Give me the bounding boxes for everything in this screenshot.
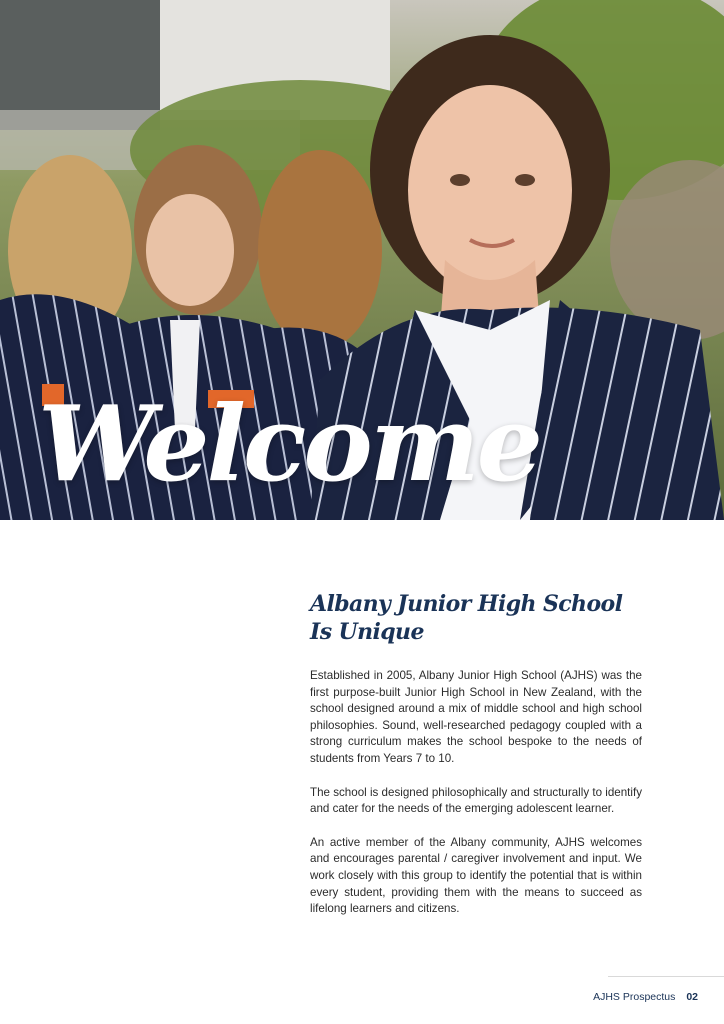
footer-label: AJHS Prospectus xyxy=(593,991,676,1003)
footer-divider xyxy=(608,976,724,977)
paragraph-2: The school is designed philosophically and structurally to identify and cater for the needs of the emerging adolescent learner. xyxy=(310,785,642,816)
article-heading xyxy=(310,590,642,646)
paragraph-1: Established in 2005, Albany Junior High School (AJHS) was the first purpose-built Junior High School in New Zealand, with the school designed around a mix of middle school and high school philosophies. Sound, well-researched pedagogy coupled with a strong curriculum makes the school bespoke to the needs of students from Years 7 to 10. xyxy=(310,669,642,765)
page-number: 02 xyxy=(686,991,698,1003)
article xyxy=(310,590,642,935)
welcome-title: Welcome xyxy=(38,382,540,505)
heading-line-1: Albany Junior High School xyxy=(310,591,623,617)
paragraph-3: An active member of the Albany community, AJHS welcomes and encourages parental / caregiver involvement and input. We work closely with this group to identify the potential that is within every student, providing them with the means to succeed as lifelong learners and citizens. xyxy=(310,835,642,916)
page-footer xyxy=(593,991,698,1003)
heading-line-2: Is Unique xyxy=(310,619,424,645)
